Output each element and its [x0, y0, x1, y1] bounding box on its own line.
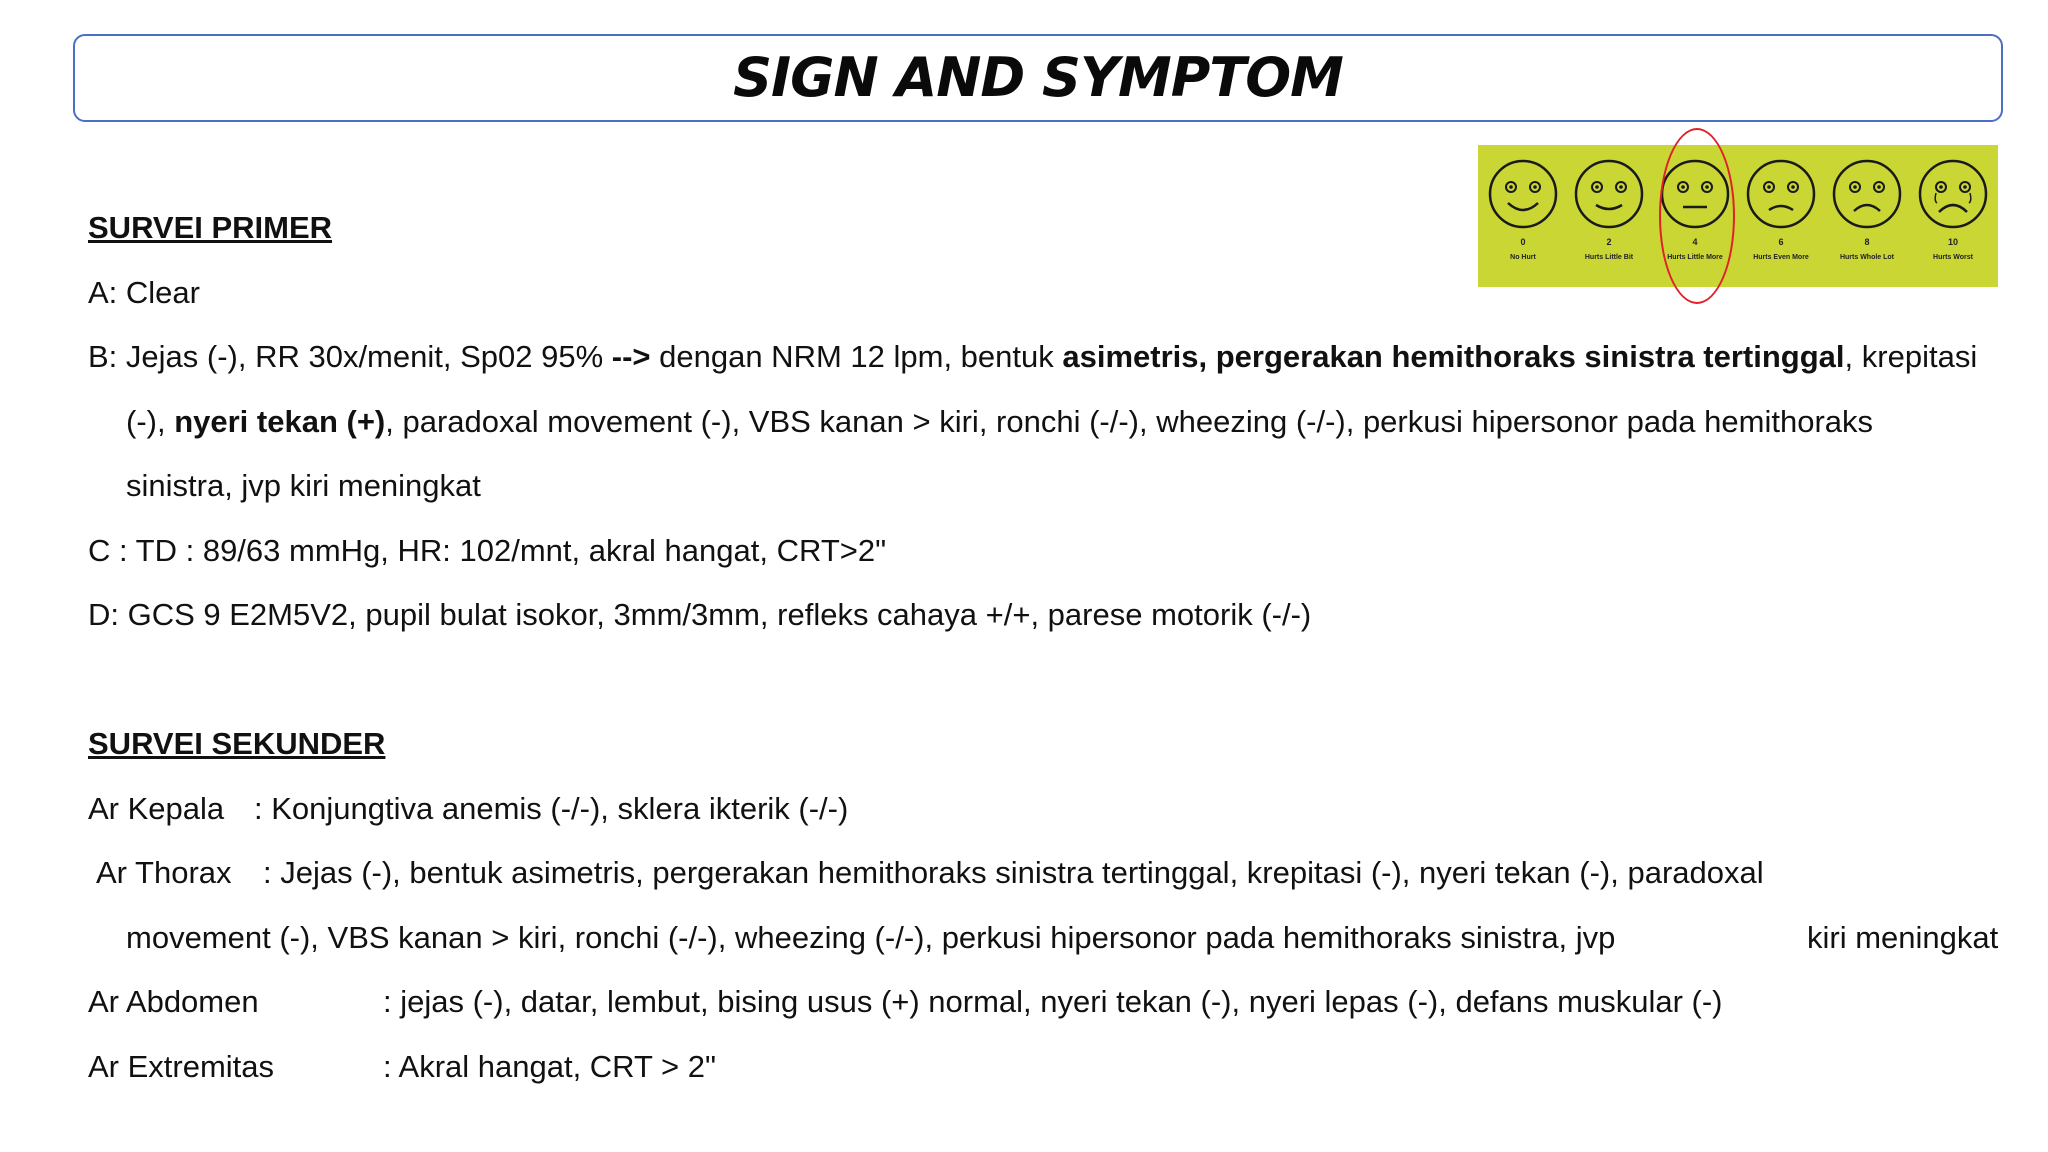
pain-face-caption: No Hurt — [1510, 254, 1536, 261]
breathing-line-1 — [88, 325, 2028, 390]
breathing-line-2 — [88, 390, 2028, 455]
slide-body — [88, 196, 2028, 1099]
thorax-exam-line-2 — [88, 906, 2028, 971]
breathing-text: B: Jejas (-), RR 30x/menit, Sp02 95% — [88, 339, 612, 374]
secondary-survey-heading: SURVEI SEKUNDER — [88, 726, 386, 761]
abdomen-exam-line — [88, 970, 2028, 1035]
slide-title: SIGN AND SYMPTOM — [733, 46, 1343, 109]
breathing-text: , paradoxal movement (-), VBS kanan > kiri, ronchi (-/-), wheezing (-/-), perkusi hipersonor pada hemithoraks — [385, 403, 1874, 439]
pain-face-caption: Hurts Even More — [1753, 254, 1809, 261]
breathing-bold-finding: asimetris, pergerakan hemithoraks sinistra tertinggal — [1062, 339, 1845, 374]
thorax-exam-label: Ar Thorax — [96, 855, 232, 890]
circulation-line: C : TD : 89/63 mmHg, HR: 102/mnt, akral hangat, CRT>2" — [88, 532, 887, 568]
pain-face-caption: Hurts Little More — [1667, 254, 1723, 261]
pain-face-caption: Hurts Worst — [1933, 254, 1973, 261]
thorax-exam-value: kiri meningkat — [1807, 919, 1999, 955]
thorax-exam-value: movement (-), VBS kanan > kiri, ronchi (-/-), wheezing (-/-), perkusi hipersonor pada hemithoraks sinistra, jvp — [126, 919, 1616, 955]
primary-survey-heading: SURVEI PRIMER — [88, 210, 333, 245]
extremities-exam-value: : Akral hangat, CRT > 2" — [383, 1048, 716, 1084]
disability-line: D: GCS 9 E2M5V2, pupil bulat isokor, 3mm/3mm, refleks cahaya +/+, parese motorik (-/-) — [88, 597, 1312, 632]
extremities-exam-label: Ar Extremitas — [88, 1048, 275, 1084]
pain-face-number: 2 — [1606, 237, 1612, 247]
pain-face-caption: Hurts Whole Lot — [1839, 254, 1895, 261]
head-exam-value: : Konjungtiva anemis (-/-), sklera ikterik (-/-) — [254, 790, 849, 826]
breathing-text: , krepitasi — [1844, 339, 1978, 374]
thorax-exam-line-1 — [88, 841, 2028, 906]
title-box — [73, 34, 2003, 122]
thorax-exam-value: : Jejas (-), bentuk asimetris, pergerakan hemithoraks sinistra tertinggal, krepitasi (-), nyeri tekan (-), paradoxal — [263, 855, 1764, 890]
abdomen-exam-value: : jejas (-), datar, lembut, bising usus (+) normal, nyeri tekan (-), nyeri lepas (-), defans muskular (-) — [383, 984, 1723, 1019]
pain-face-number: 6 — [1778, 237, 1784, 247]
pain-face-number: 8 — [1864, 237, 1870, 247]
head-exam-label: Ar Kepala — [88, 790, 225, 826]
breathing-text: dengan NRM 12 lpm, bentuk — [650, 339, 1063, 374]
pain-face-number: 4 — [1692, 237, 1698, 247]
airway-line: A: Clear — [88, 274, 200, 310]
spacer — [88, 648, 2028, 713]
pain-face-number: 10 — [1947, 237, 1958, 247]
pain-face-number: 0 — [1520, 237, 1526, 247]
breathing-arrow: --> — [611, 339, 651, 374]
head-exam-line — [88, 777, 2028, 842]
breathing-bold-finding: nyeri tekan (+) — [174, 403, 386, 439]
pain-face-caption: Hurts Little Bit — [1584, 254, 1634, 261]
abdomen-exam-label: Ar Abdomen — [88, 984, 259, 1019]
breathing-text: (-), — [126, 403, 175, 439]
extremities-exam-line — [88, 1035, 2028, 1100]
breathing-line-3: sinistra, jvp kiri meningkat — [126, 468, 481, 503]
